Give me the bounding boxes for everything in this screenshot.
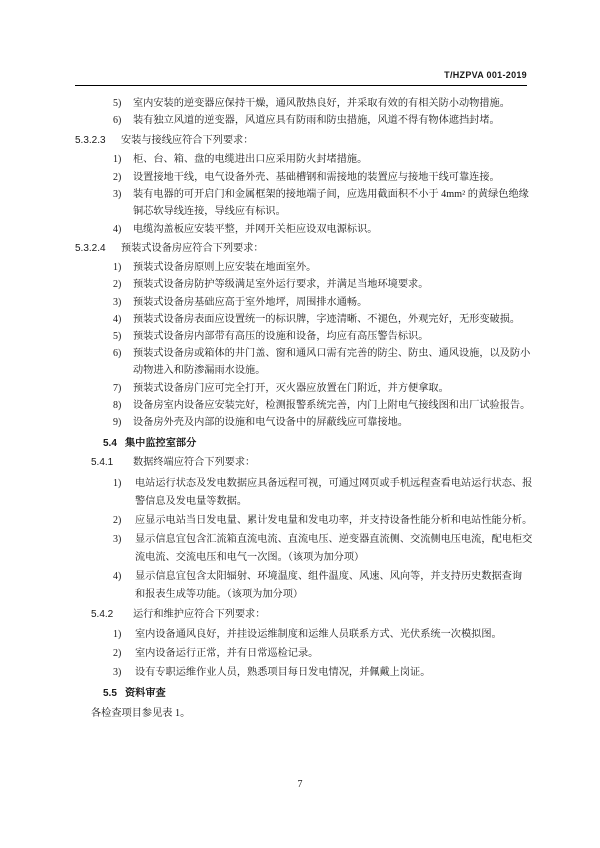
list-item: [0, 260, 600, 276]
list-item: [0, 415, 600, 431]
item-text-line: 预装式设备房或箱体的井门盖、窗和通风口需有完善的防尘、防虫、通风设施，以及防小: [133, 348, 531, 359]
item-text: [135, 513, 575, 531]
item-text-line: 室内设备运行正常，并有日常巡检记录。: [135, 648, 319, 659]
item-number: 3): [113, 534, 122, 545]
item-number: 6): [113, 348, 122, 359]
item-text: [133, 277, 573, 294]
item-text: [133, 295, 573, 312]
item-text-line: 显示信息宜包含汇流箱直流电流、直流电压、逆变器直流侧、交流侧电压电流，配电柜交: [135, 534, 533, 545]
item-text-line: 流电流、交流电压和电气一次图。（该项为加分项）: [135, 552, 365, 563]
list-item: [0, 329, 600, 345]
item-text: [133, 222, 573, 239]
item-text: [133, 152, 573, 169]
item-text-line: 设有专职运维作业人员，熟悉项目每日发电情况，并佩戴上岗证。: [135, 667, 431, 678]
item-text: [135, 532, 575, 568]
item-text: [133, 312, 573, 329]
item-text-line: 应显示电站当日发电量、累计发电量和发电功率，并支持设备性能分析和电站性能分析。: [135, 515, 533, 526]
section-number: 5.5: [103, 688, 117, 699]
item-text: [133, 260, 573, 277]
item-text-line: 预装式设备房原则上应安装在地面室外。: [133, 262, 317, 273]
item-text-line: 动物进入和防渗漏雨水设施。: [133, 365, 266, 377]
item-text-line: 预装式设备房表面应设置统一的标识牌，字迹清晰、不褪色，外观完好，无形变破损。: [133, 313, 521, 325]
clause-title: 数据终端应符合下列要求：: [133, 457, 256, 468]
clause-number: 5.4.1: [91, 457, 114, 468]
item-number: 3): [113, 189, 122, 200]
list-item: [0, 113, 600, 129]
clause-title: 预装式设备房应符合下列要求：: [121, 242, 264, 254]
item-text-line: 设备房室内设备应安装完好，检测报警系统完善，内门上附电气接线图和出厂试验报告。: [133, 399, 531, 411]
item-text: [133, 329, 573, 346]
list-item: [0, 346, 600, 377]
item-text-line: 室内安装的逆变器应保持干燥，通风散热良好，并采取有效的有相关防小动物措施。: [133, 98, 510, 109]
list-item: [0, 665, 600, 681]
item-number: 4): [113, 313, 122, 325]
item-text-line: 预装式设备房内部带有高压的设施和设备，均应有高压警告标识。: [133, 331, 429, 342]
item-number: 1): [113, 478, 122, 489]
list-item: [0, 513, 600, 529]
item-number: 4): [113, 571, 122, 582]
item-text: [133, 113, 573, 130]
item-text-line: 和报表生成等功能。（该项为加分项）: [135, 589, 304, 600]
section-title: 集中监控室部分: [125, 438, 197, 449]
list-item: [0, 222, 600, 238]
item-text-line: 铜芯软导线连接，导线应有标识。: [133, 206, 286, 218]
item-text: [135, 569, 575, 605]
clause-title: 运行和维护应符合下列要求：: [133, 609, 266, 620]
item-number: 4): [113, 223, 122, 235]
item-number: 8): [113, 399, 122, 411]
list-item: [0, 646, 600, 662]
list-item: [0, 627, 600, 643]
item-number: 1): [113, 154, 122, 165]
list-item: [0, 476, 600, 507]
item-number: 5): [113, 331, 122, 342]
item-number: 6): [113, 115, 122, 126]
item-number: 3): [113, 667, 122, 678]
list-item: [0, 312, 600, 328]
list-item: [0, 277, 600, 293]
list-item: [0, 398, 600, 414]
list-item: [0, 187, 600, 218]
clause-heading: [0, 607, 600, 623]
item-number: 2): [113, 279, 122, 290]
item-text: [133, 187, 573, 221]
item-number: 2): [113, 171, 122, 183]
list-item: [0, 295, 600, 311]
item-text-line: 装有独立风道的逆变器，风道应具有防雨和防虫措施，风道不得有物体遮挡封堵。: [133, 115, 500, 126]
item-text-line: 预装式设备房防护等级满足室外运行要求，并满足当地环境要求。: [133, 279, 429, 290]
section-title: 资料审查: [125, 688, 166, 699]
item-number: 1): [113, 262, 122, 273]
list-item: [0, 96, 600, 112]
list-item: [0, 152, 600, 168]
list-item: [0, 381, 600, 397]
page-header-code: T/HZPVA 001-2019: [444, 70, 527, 80]
paragraph: 各检查项目参见表 1。: [91, 708, 191, 719]
item-text: [133, 398, 573, 415]
item-text-line: 装有电器的可开启门和金属框架的接地端子间，应选用截面积不小于 4mm² 的黄绿色绝缘: [133, 189, 529, 200]
page-number: 7: [297, 779, 303, 790]
clause-number: 5.3.2.3: [75, 135, 106, 146]
item-text: [133, 381, 573, 398]
list-item: [0, 569, 600, 600]
item-text-line: 显示信息宜包含太阳辐射、环境温度、组件温度、风速、风向等，并支持历史数据查询: [135, 571, 523, 582]
section-heading: [0, 686, 600, 702]
list-item: [0, 170, 600, 186]
item-text-line: 电站运行状态及发电数据应具备远程可视，可通过网页或手机远程查看电站运行状态、报: [135, 478, 533, 489]
item-text: [133, 415, 573, 432]
item-number: 5): [113, 98, 122, 109]
item-number: 1): [113, 629, 122, 640]
item-number: 2): [113, 515, 122, 526]
item-text: [135, 476, 575, 512]
header-rule: [75, 85, 527, 86]
item-text-line: 柜、台、箱、盘的电缆进出口应采用防火封堵措施。: [133, 154, 368, 165]
section-heading: [0, 436, 600, 452]
clause-heading: [0, 241, 600, 257]
clause-title: 安装与接线应符合下列要求：: [121, 135, 254, 146]
clause-heading: [0, 133, 600, 149]
section-number: 5.4: [103, 438, 117, 449]
clause-number: 5.3.2.4: [75, 242, 106, 254]
item-text: [133, 346, 573, 380]
item-text: [135, 646, 575, 664]
clause-heading: [0, 455, 600, 471]
item-text-line: 设置接地干线，电气设备外壳、基础槽钢和需接地的装置应与接地干线可靠连接。: [133, 171, 500, 183]
item-text: [133, 96, 573, 113]
item-text-line: 室内设备通风良好，并挂设运维制度和运维人员联系方式、光伏系统一次模拟图。: [135, 629, 502, 640]
item-number: 7): [113, 382, 122, 394]
item-text: [135, 627, 575, 645]
list-item: [0, 532, 600, 563]
item-number: 2): [113, 648, 122, 659]
item-number: 9): [113, 417, 122, 428]
clause-number: 5.4.2: [91, 609, 114, 620]
item-text-line: 预装式设备房门应可完全打开，灭火器应放置在门附近，并方便拿取。: [133, 382, 449, 394]
item-text-line: 电缆沟盖板应安装平整，并网开关柜应设双电源标识。: [133, 223, 378, 235]
item-text: [133, 170, 573, 187]
item-text-line: 警信息及发电量等数据。: [135, 496, 248, 507]
item-text-line: 预装式设备房基础应高于室外地坪，周围排水通畅。: [133, 296, 368, 308]
item-number: 3): [113, 296, 122, 308]
item-text: [135, 665, 575, 683]
item-text-line: 设备房外壳及内部的设施和电气设备中的屏蔽线应可靠接地。: [133, 417, 409, 428]
